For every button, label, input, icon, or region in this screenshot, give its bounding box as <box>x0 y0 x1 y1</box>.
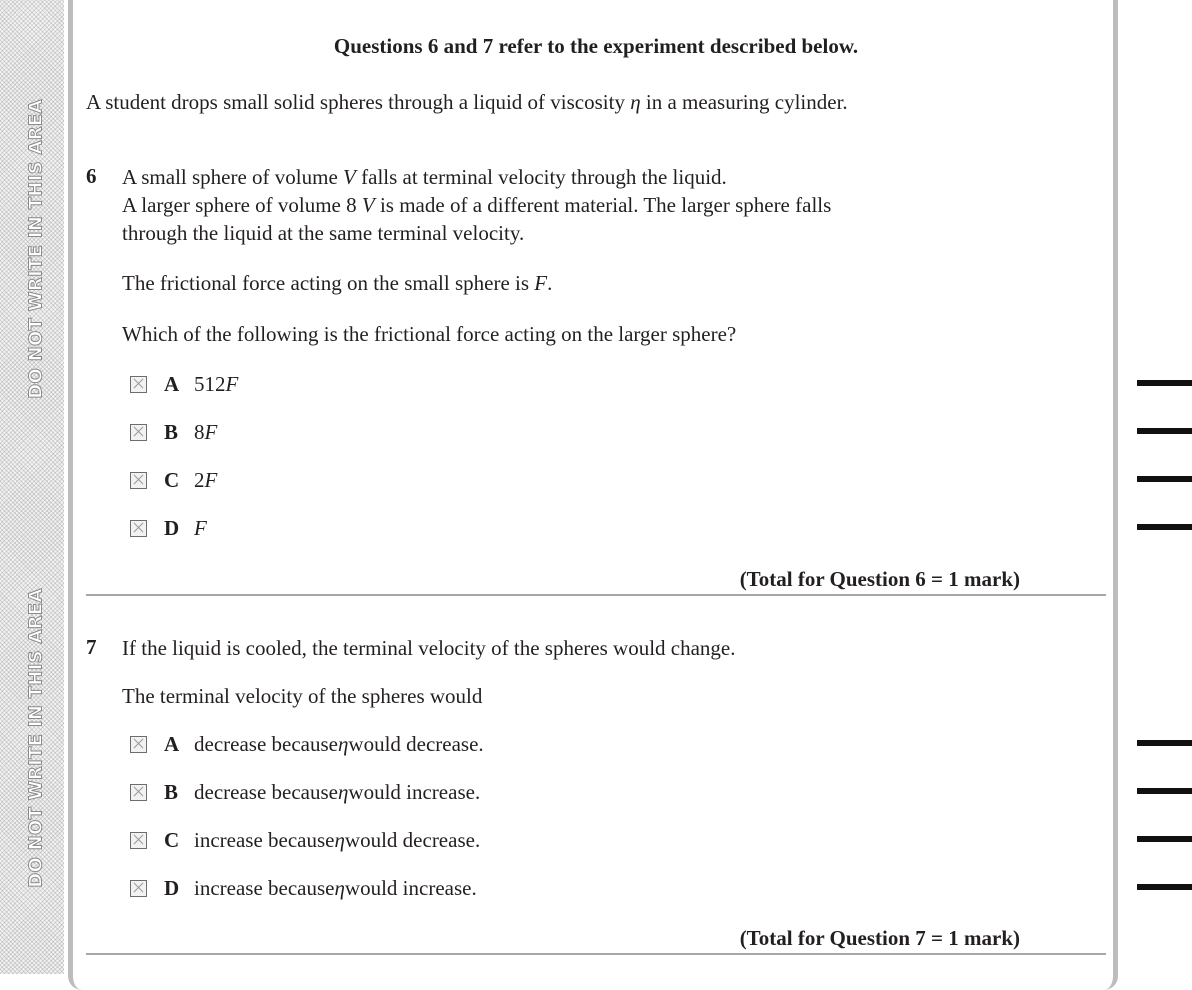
viscosity-symbol: η <box>630 90 641 114</box>
q6-option-a[interactable] <box>130 370 238 398</box>
intro-text-start: A student drops small solid spheres through a liquid of viscosity <box>86 90 631 114</box>
q7-option-d-symbol: η <box>334 875 345 900</box>
q7-option-c-symbol: η <box>334 827 345 852</box>
q6-option-d-letter: D <box>164 515 180 540</box>
margin-warning-label-bottom: DO NOT WRITE IN THIS AREA <box>25 588 47 888</box>
q7-option-b-checkbox[interactable] <box>130 784 147 801</box>
q7-option-d-checkbox[interactable] <box>130 880 147 897</box>
q7-option-a-text-start: decrease because <box>194 731 338 756</box>
q7-option-b-letter: B <box>164 779 179 804</box>
timing-mark <box>1137 524 1192 530</box>
timing-mark <box>1137 740 1192 746</box>
q6-var-v: V <box>343 165 356 189</box>
q6-option-a-var: F <box>225 371 239 396</box>
q6-line1-start: A small sphere of volume <box>122 165 344 189</box>
q7-prompt: The terminal velocity of the spheres would <box>122 684 483 708</box>
q7-option-a[interactable] <box>130 730 484 758</box>
q6-option-a-letter: A <box>164 371 180 396</box>
question-6-number: 6 <box>86 164 97 188</box>
timing-mark <box>1137 836 1192 842</box>
q6-option-c-var: F <box>204 467 218 492</box>
q6-option-d-checkbox[interactable] <box>130 520 147 537</box>
timing-mark <box>1137 428 1192 434</box>
q6-friction-statement <box>122 269 552 297</box>
timing-mark <box>1137 788 1192 794</box>
q6-stem-line-2 <box>122 191 831 219</box>
q7-option-b-symbol: η <box>337 779 349 804</box>
q6-option-d-var: F <box>194 515 207 540</box>
q7-option-a-letter: A <box>164 731 180 756</box>
experiment-intro <box>86 90 848 115</box>
q7-option-d-text-start: increase because <box>194 875 335 900</box>
q6-friction-text: The frictional force acting on the small sphere is <box>122 271 535 295</box>
q7-option-a-symbol: η <box>337 731 349 756</box>
section-heading: Questions 6 and 7 refer to the experiment described below. <box>333 34 859 58</box>
q6-option-d[interactable] <box>130 514 207 542</box>
q6-option-b-checkbox[interactable] <box>130 424 147 441</box>
q6-stem-line-1 <box>122 163 831 191</box>
q6-option-c-checkbox[interactable] <box>130 472 147 489</box>
q7-option-c[interactable] <box>130 826 480 854</box>
intro-text-end: in a measuring cylinder. <box>640 90 848 114</box>
q7-option-b-text-end: would increase. <box>348 779 481 804</box>
timing-mark <box>1137 476 1192 482</box>
q6-option-a-checkbox[interactable] <box>130 376 147 393</box>
q7-divider <box>86 953 1106 955</box>
q6-option-c-letter: C <box>164 467 180 492</box>
q7-option-c-text-start: increase because <box>194 827 335 852</box>
q6-line1-end: falls at terminal velocity through the liquid. <box>355 165 727 189</box>
q6-option-b[interactable] <box>130 418 217 446</box>
margin-warning-label-top: DO NOT WRITE IN THIS AREA <box>25 99 47 399</box>
q6-friction-var: F <box>534 271 548 295</box>
q7-option-d-text-end: would increase. <box>344 875 477 900</box>
q6-var-8v: V <box>361 193 375 217</box>
q7-option-c-text-end: would decrease. <box>344 827 481 852</box>
q6-option-c[interactable] <box>130 466 217 494</box>
q6-divider <box>86 594 1106 596</box>
q6-prompt: Which of the following is the frictional force acting on the larger sphere? <box>122 322 737 346</box>
q7-option-d-letter: D <box>164 875 180 900</box>
question-7-stem: If the liquid is cooled, the terminal velocity of the spheres would change. <box>122 636 736 660</box>
q7-option-b[interactable] <box>130 778 480 806</box>
q6-total-marks: (Total for Question 6 = 1 mark) <box>739 567 1020 591</box>
timing-mark <box>1137 884 1192 890</box>
q7-option-d[interactable] <box>130 874 477 902</box>
timing-mark <box>1137 380 1192 386</box>
question-7-number: 7 <box>86 635 97 659</box>
q7-option-c-checkbox[interactable] <box>130 832 147 849</box>
q7-option-a-checkbox[interactable] <box>130 736 147 753</box>
q6-stem-line-3: through the liquid at the same terminal velocity. <box>122 221 525 245</box>
q7-option-a-text-end: would decrease. <box>348 731 484 756</box>
q6-option-b-letter: B <box>164 419 179 444</box>
q6-option-b-var: F <box>204 419 218 444</box>
question-6-stem <box>122 163 831 247</box>
q6-option-b-coef: 8 <box>194 419 205 444</box>
q6-option-a-coef: 512 <box>194 371 226 396</box>
q7-option-b-text-start: decrease because <box>194 779 338 804</box>
q6-friction-period: . <box>547 271 553 295</box>
q6-option-c-coef: 2 <box>194 467 205 492</box>
q7-option-c-letter: C <box>164 827 180 852</box>
q7-total-marks: (Total for Question 7 = 1 mark) <box>739 926 1020 950</box>
q6-line2-start: A larger sphere of volume 8 <box>122 193 362 217</box>
q6-line2-end: is made of a different material. The larger sphere falls <box>374 193 832 217</box>
